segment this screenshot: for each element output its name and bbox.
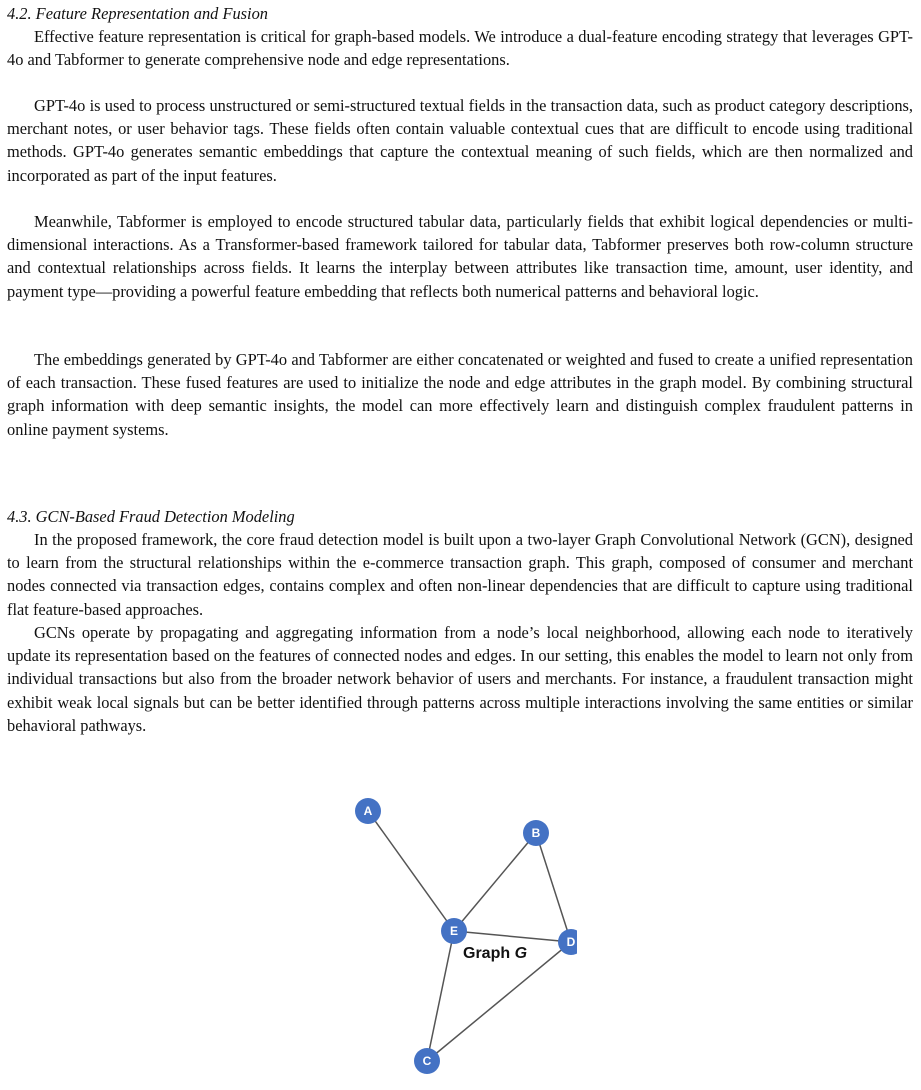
paragraph-4-2-4: The embeddings generated by GPT-4o and Tabformer are either concatenated or weighted and fused to create a unified representation of each transaction. These fused features are used to initialize the node and edge attributes in the graph model. By combining structural graph information with deep semantic insights, the model can more effectively learn and distinguish complex fraudulent patterns in online payment systems. bbox=[7, 350, 913, 439]
edge-b-e bbox=[454, 833, 536, 931]
node-e bbox=[441, 918, 467, 944]
node-label-a: A bbox=[363, 804, 373, 818]
caption-symbol: G bbox=[514, 945, 528, 962]
node-label-b: B bbox=[531, 826, 541, 840]
edge-b-d bbox=[536, 833, 571, 942]
edge-a-e bbox=[368, 811, 454, 931]
section-heading-4-3: 4.3. GCN-Based Fraud Detection Modeling bbox=[7, 507, 295, 526]
graph-edges bbox=[368, 811, 571, 1061]
paragraph-4-2-3: Meanwhile, Tabformer is employed to encode structured tabular data, particularly fields that exhibit logical dependencies or multi-dimensional interactions. As a Transformer-based framework tailored for tabular data, Tabformer preserves both row-column structure and contextual relationships across fields. It learns the interplay between attributes like transaction time, amount, user identity, and payment type—providing a powerful feature embedding that reflects both numerical patterns and behavioral logic. bbox=[7, 212, 913, 301]
paragraph-4-3-2: GCNs operate by propagating and aggregating information from a node’s local neighborhood, allowing each node to iteratively update its representation based on the features of connected nodes and edges. In our setting, this enables the model to learn not only from individual transactions but also from the broader network behavior of users and merchants. For instance, a fraudulent transaction might exhibit weak local signals but can be better identified through patterns across multiple interactions involving the same entities or similar behavioral pathways. bbox=[7, 623, 913, 735]
node-label-e: E bbox=[449, 924, 459, 938]
node-b bbox=[523, 820, 549, 846]
paragraph-4-2-2: GPT-4o is used to process unstructured or semi-structured textual fields in the transaction data, such as product category descriptions, merchant notes, or user behavior tags. These fields often contain valuable contextual cues that are difficult to encode using traditional methods. GPT-4o generates semantic embeddings that capture the contextual meaning of such fields, which are then normalized and incorporated as part of the input features. bbox=[7, 96, 913, 185]
graph-figure bbox=[337, 775, 577, 1087]
node-label-d: D bbox=[566, 935, 576, 949]
paragraph-4-3-1: In the proposed framework, the core fraud detection model is built upon a two-layer Graph Convolutional Network (GCN), designed to learn from the structural relationships within the e-commerce transaction graph. This graph, composed of consumer and merchant nodes connected via transaction edges, contains complex and often non-linear dependencies that are difficult to capture using traditional flat feature-based approaches. bbox=[7, 530, 913, 619]
section-heading-4-2: 4.2. Feature Representation and Fusion bbox=[7, 4, 268, 23]
paragraph-4-2-1: Effective feature representation is critical for graph-based models. We introduce a dual-feature encoding strategy that leverages GPT-4o and Tabformer to generate comprehensive node and edge representations. bbox=[7, 27, 913, 70]
node-a bbox=[355, 798, 381, 824]
node-c bbox=[414, 1048, 440, 1074]
caption-prefix: Graph bbox=[463, 945, 515, 962]
edge-e-d bbox=[454, 931, 571, 942]
node-label-c: C bbox=[422, 1054, 432, 1068]
figure-caption bbox=[463, 945, 543, 963]
graph-diagram bbox=[337, 775, 577, 1087]
